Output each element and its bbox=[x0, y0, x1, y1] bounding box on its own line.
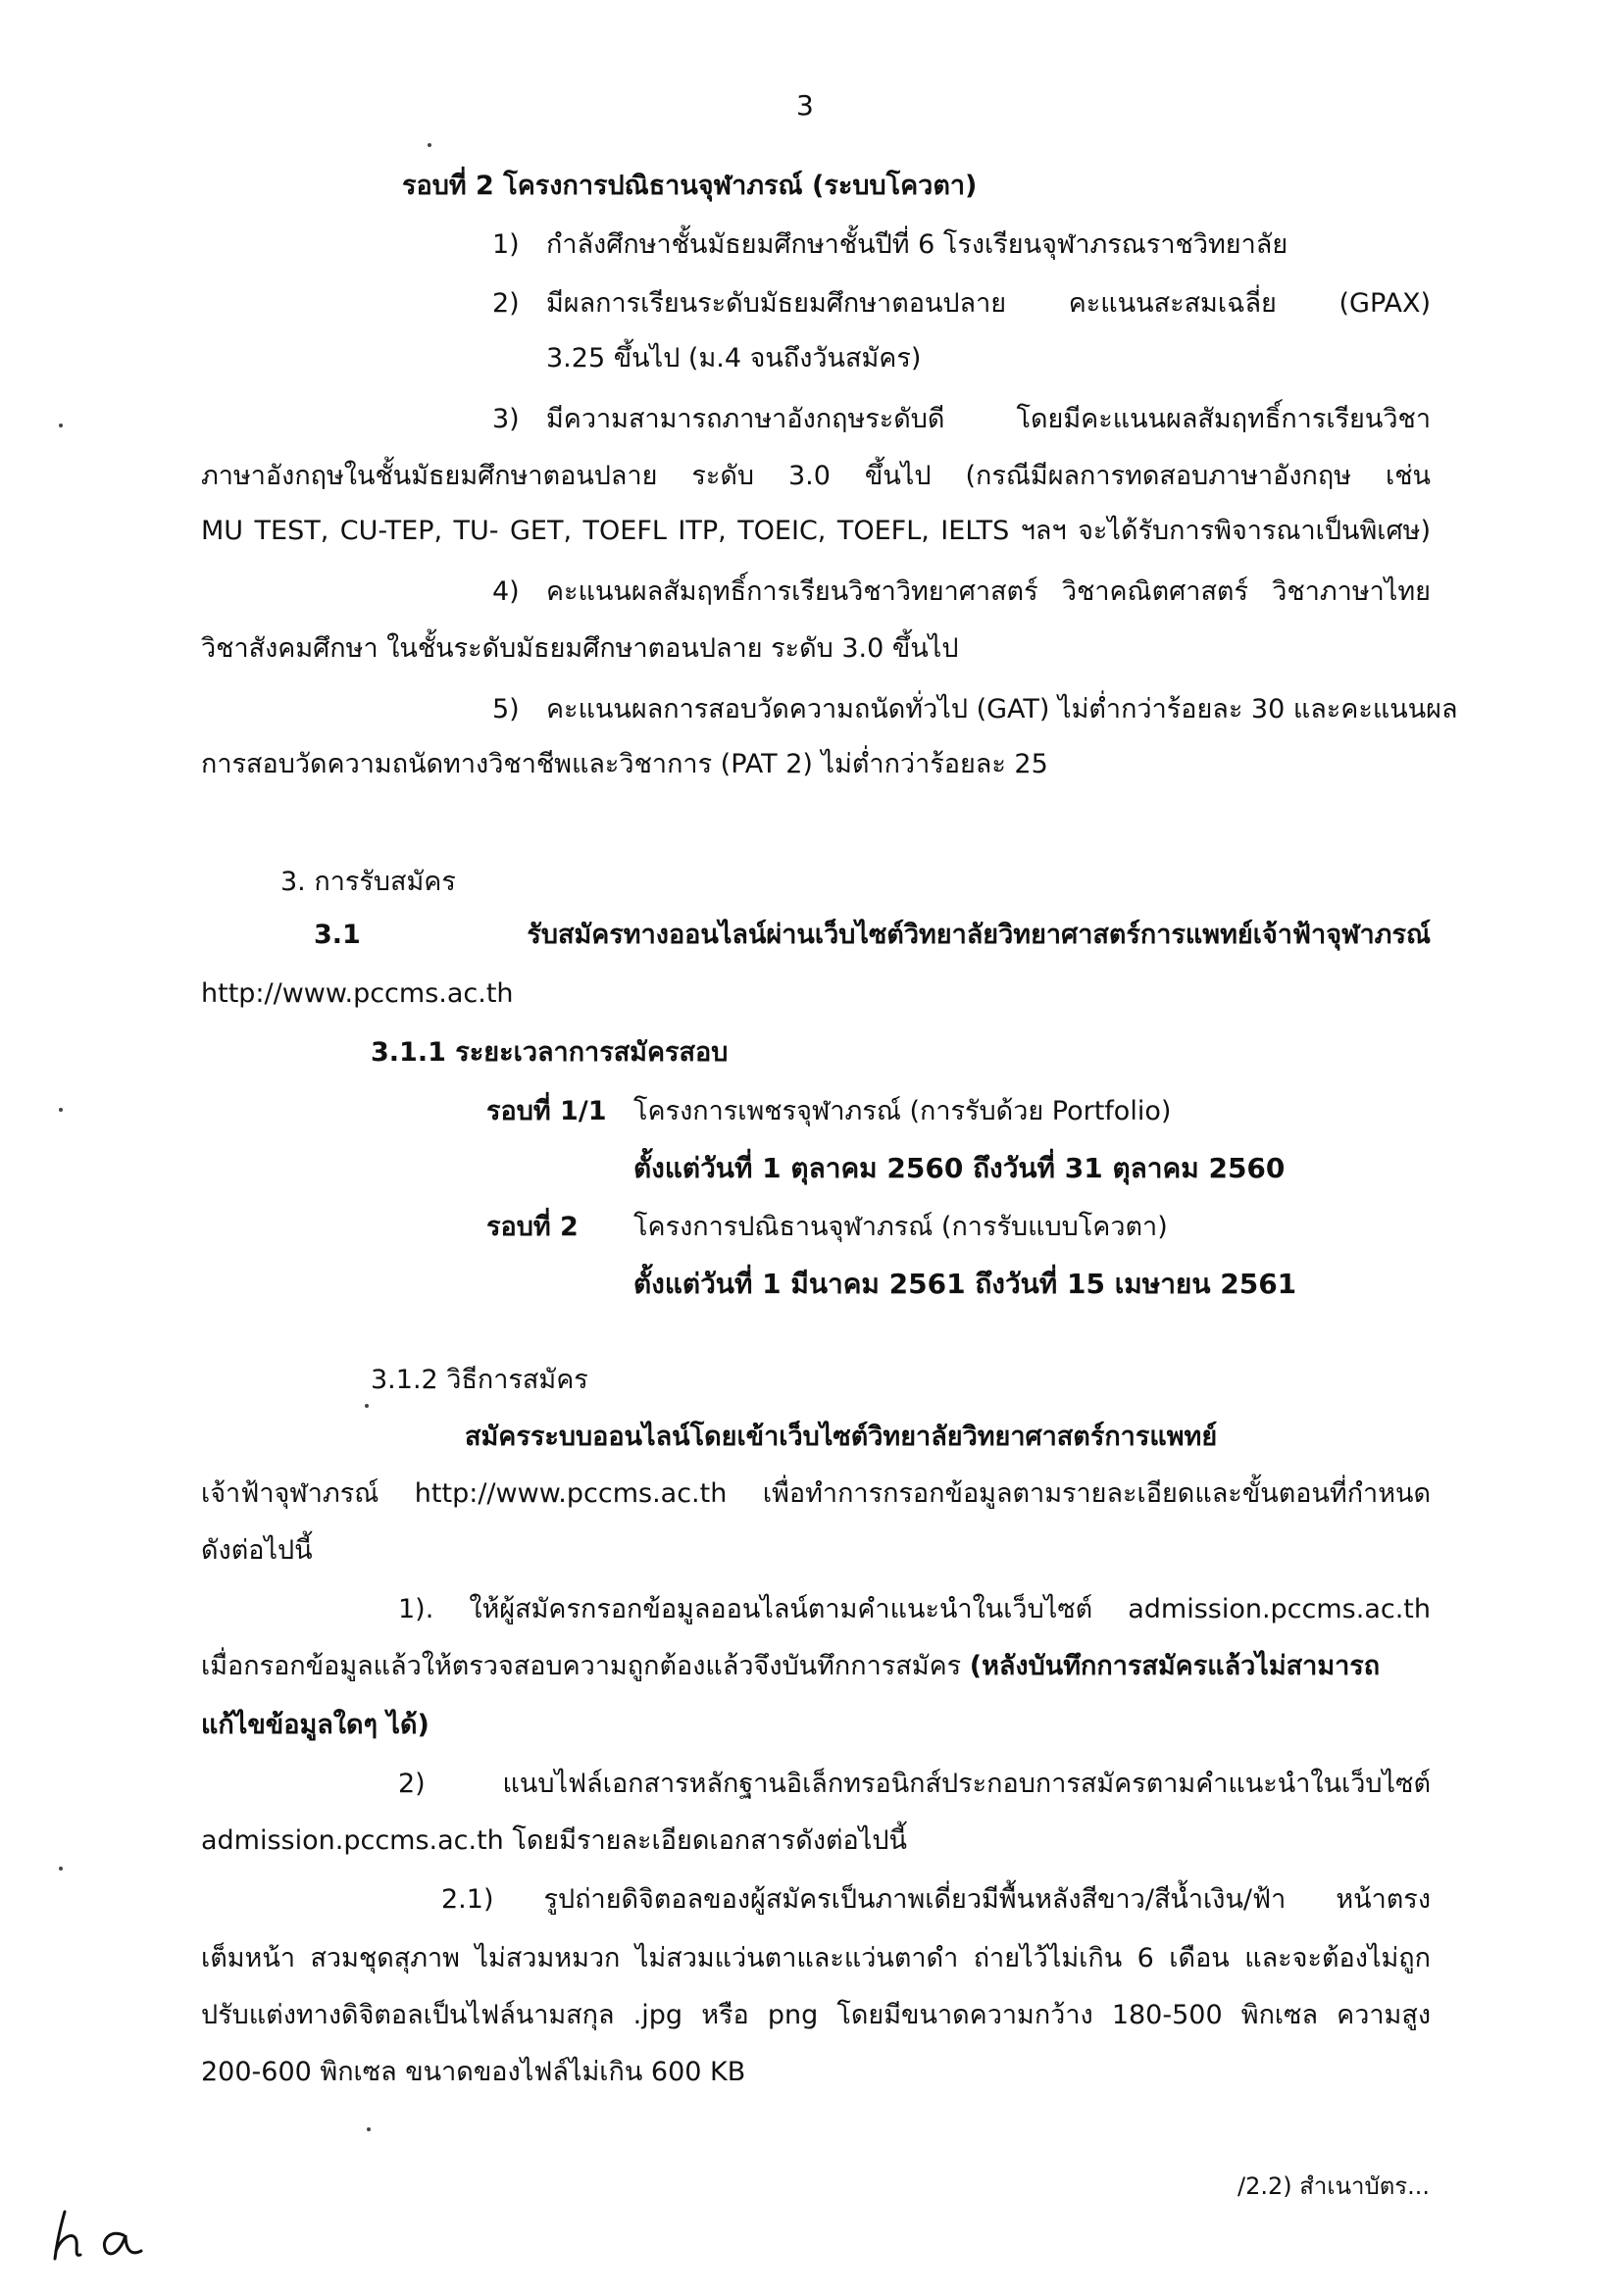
item-5-number: 5) bbox=[492, 694, 520, 724]
item-5-line-2: การสอบวัดความถนัดทางวิชาชีพและวิชาการ (PAT 2) ไม่ต่ำกว่าร้อยละ 25 bbox=[201, 749, 1048, 779]
step-2-1-line-1: 2.1) รูปถ่ายดิจิตอลของผู้สมัครเป็นภาพเดี่ยวมีพื้นหลังสีขาว/สีน้ำเงิน/ฟ้า หน้าตรง bbox=[441, 1884, 1431, 1915]
round2-heading: รอบที่ 2 โครงการปณิธานจุฬาภรณ์ (ระบบโควตา) bbox=[402, 171, 978, 201]
apply-intro-line-2: เจ้าฟ้าจุฬาภรณ์ http://www.pccms.ac.th เพื่อทำการกรอกข้อมูลตามรายละเอียดและขั้นตอนที่กำหนด bbox=[201, 1478, 1431, 1509]
item-3-line-3: MU TEST, CU-TEP, TU- GET, TOEFL ITP, TOEIC, TOEFL, IELTS ฯลฯ จะได้รับการพิจารณาเป็นพิเศษ) bbox=[201, 516, 1431, 546]
item-4-line-2: วิชาสังคมศึกษา ในชั้นระดับมัธยมศึกษาตอนปลาย ระดับ 3.0 ขึ้นไป bbox=[201, 633, 959, 664]
item-3-number: 3) bbox=[492, 404, 520, 434]
section-3-1-line-1: 3.1 รับสมัครทางออนไลน์ผ่านเว็บไซต์วิทยาลัยวิทยาศาสตร์การแพทย์เจ้าฟ้าจุฬาภรณ์ bbox=[314, 920, 1431, 950]
step-2-1-line-3: ปรับแต่งทางดิจิตอลเป็นไฟล์นามสกุล .jpg หรือ png โดยมีขนาดความกว้าง 180-500 พิกเซล ความสูง bbox=[201, 2000, 1431, 2030]
schedule-round-1-project: โครงการเพชรจุฬาภรณ์ (การรับด้วย Portfolio) bbox=[633, 1096, 1172, 1126]
item-2-number: 2) bbox=[492, 288, 520, 319]
step-1-line-2a bbox=[201, 1647, 1380, 1686]
handwritten-initials bbox=[47, 2206, 165, 2265]
section-3-1-2-heading: 3.1.2 วิธีการสมัคร bbox=[371, 1365, 588, 1395]
section-3-1-1-heading: 3.1.1 ระยะเวลาการสมัครสอบ bbox=[371, 1037, 729, 1068]
item-3-line-2: ภาษาอังกฤษในชั้นมัธยมศึกษาตอนปลาย ระดับ 3.0 ขึ้นไป (กรณีมีผลการทดสอบภาษาอังกฤษ เช่น bbox=[201, 461, 1431, 491]
schedule-round-2-dates: ตั้งแต่วันที่ 1 มีนาคม 2561 ถึงวันที่ 15 เมษายน 2561 bbox=[633, 1268, 1297, 1300]
step-1-line-2-bold: (หลังบันทึกการสมัครแล้วไม่สามารถ bbox=[969, 1651, 1381, 1681]
next-page-continuation: /2.2) สำเนาบัตร... bbox=[1237, 2172, 1431, 2200]
schedule-round-2-project: โครงการปณิธานจุฬาภรณ์ (การรับแบบโควตา) bbox=[633, 1212, 1168, 1242]
step-1-line-1: 1). ให้ผู้สมัครกรอกข้อมูลออนไลน์ตามคำแนะนำในเว็บไซต์ admission.pccms.ac.th bbox=[398, 1594, 1431, 1624]
item-4-line-1: คะแนนผลสัมฤทธิ์การเรียนวิชาวิทยาศาสตร์ วิชาคณิตศาสตร์ วิชาภาษาไทย bbox=[546, 576, 1431, 607]
scan-speck bbox=[367, 2127, 371, 2131]
step-2-line-1: 2) แนบไฟล์เอกสารหลักฐานอิเล็กทรอนิกส์ประกอบการสมัครตามคำแนะนำในเว็บไซต์ bbox=[398, 1769, 1431, 1799]
step-2-1-line-2: เต็มหน้า สวมชุดสุภาพ ไม่สวมหมวก ไม่สวมแว่นตาและแว่นตาดำ ถ่ายไว้ไม่เกิน 6 เดือน และจะต้องไม่ถูก bbox=[201, 1943, 1431, 1973]
step-2-1-line-4: 200-600 พิกเซล ขนาดของไฟล์ไม่เกิน 600 KB bbox=[201, 2057, 746, 2087]
scan-speck bbox=[428, 143, 431, 147]
schedule-round-1-label: รอบที่ 1/1 bbox=[486, 1096, 607, 1126]
scan-speck bbox=[365, 1404, 369, 1408]
scan-speck bbox=[59, 424, 63, 427]
scan-speck bbox=[59, 1108, 63, 1112]
page-number: 3 bbox=[796, 89, 814, 122]
step-1-line-3: แก้ไขข้อมูลใดๆ ได้) bbox=[201, 1710, 429, 1740]
step-1-line-2-text: เมื่อกรอกข้อมูลแล้วให้ตรวจสอบความถูกต้องแล้วจึงบันทึกการสมัคร bbox=[201, 1651, 962, 1681]
schedule-round-1-dates: ตั้งแต่วันที่ 1 ตุลาคม 2560 ถึงวันที่ 31 ตุลาคม 2560 bbox=[633, 1152, 1286, 1184]
item-3-line-1: มีความสามารถภาษาอังกฤษระดับดี โดยมีคะแนนผลสัมฤทธิ์การเรียนวิชา bbox=[546, 404, 1431, 434]
scan-speck bbox=[59, 1867, 63, 1871]
item-1-number: 1) bbox=[492, 229, 520, 260]
item-5-line-1: คะแนนผลการสอบวัดความถนัดทั่วไป (GAT) ไม่ต่ำกว่าร้อยละ 30 และคะแนนผล bbox=[546, 694, 1458, 724]
schedule-round-2-label: รอบที่ 2 bbox=[486, 1212, 579, 1242]
apply-intro-line-1: สมัครระบบออนไลน์โดยเข้าเว็บไซต์วิทยาลัยวิทยาศาสตร์การแพทย์ bbox=[465, 1422, 1218, 1452]
section-3-1-url: http://www.pccms.ac.th bbox=[201, 978, 514, 1009]
item-4-number: 4) bbox=[492, 576, 520, 607]
section-3-heading: 3. การรับสมัคร bbox=[280, 867, 456, 897]
item-1-line-1: กำลังศึกษาชั้นมัธยมศึกษาชั้นปีที่ 6 โรงเรียนจุฬาภรณราชวิทยาลัย bbox=[546, 229, 1288, 260]
item-2-line-1: มีผลการเรียนระดับมัธยมศึกษาตอนปลาย คะแนนสะสมเฉลี่ย (GPAX) bbox=[546, 288, 1431, 319]
item-2-line-2: 3.25 ขึ้นไป (ม.4 จนถึงวันสมัคร) bbox=[546, 343, 922, 374]
step-2-line-2: admission.pccms.ac.th โดยมีรายละเอียดเอกสารดังต่อไปนี้ bbox=[201, 1825, 907, 1856]
apply-intro-line-3: ดังต่อไปนี้ bbox=[201, 1535, 313, 1566]
